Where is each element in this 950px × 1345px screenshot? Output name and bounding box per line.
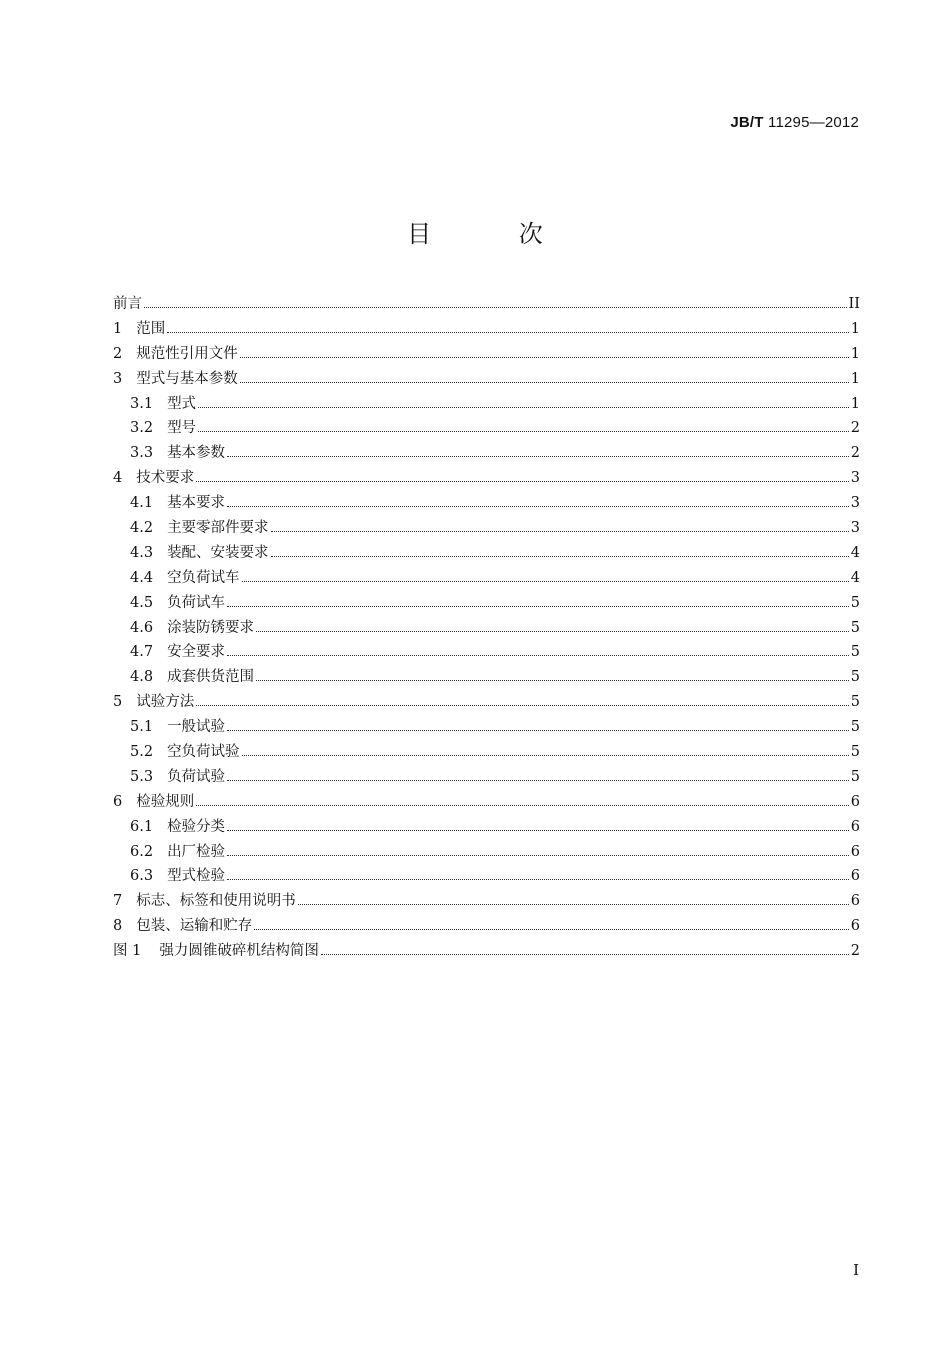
toc-entry-page: 6 xyxy=(850,793,860,810)
dot-leader xyxy=(227,830,849,831)
dot-leader xyxy=(198,407,849,408)
toc-entry-number: 4.2 xyxy=(130,520,154,537)
toc-entry-page: 5 xyxy=(850,768,860,785)
dot-leader xyxy=(242,581,849,582)
toc-entry[interactable] xyxy=(113,914,860,939)
toc-entry-number: 6.1 xyxy=(130,818,154,835)
toc-entry-page: 5 xyxy=(850,719,860,736)
standard-prefix: JB/T xyxy=(730,114,764,131)
toc-entry-label: 检验分类 xyxy=(167,818,226,835)
toc-entry[interactable] xyxy=(113,342,860,367)
toc-entry-number: 4.8 xyxy=(130,669,154,686)
dot-leader xyxy=(196,705,849,706)
dot-leader xyxy=(271,556,849,557)
toc-entry[interactable] xyxy=(113,392,860,417)
toc-entry-number: 4 xyxy=(113,470,123,487)
toc-entry-page: 1 xyxy=(850,395,860,412)
toc-entry-page: 3 xyxy=(850,495,860,512)
toc-entry[interactable] xyxy=(113,840,860,865)
dot-leader xyxy=(254,929,849,930)
toc-entry-number: 5.2 xyxy=(130,744,154,761)
toc-entry[interactable] xyxy=(113,616,860,641)
toc-entry-number: 4.1 xyxy=(130,495,154,512)
toc-entry-number: 4.5 xyxy=(130,594,154,611)
toc-entry-label: 技术要求 xyxy=(136,470,195,487)
page-number: I xyxy=(853,1261,859,1279)
toc-entry-page: 6 xyxy=(850,843,860,860)
toc-entry[interactable] xyxy=(113,441,860,466)
dot-leader xyxy=(196,805,849,806)
toc-entry-number: 4.6 xyxy=(130,619,154,636)
dot-leader xyxy=(240,357,849,358)
toc-entry[interactable] xyxy=(113,317,860,342)
toc-entry-label: 型式检验 xyxy=(167,868,226,885)
toc-entry-page: 4 xyxy=(850,544,860,561)
toc-entry-number: 3.2 xyxy=(130,420,154,437)
toc-entry[interactable] xyxy=(113,665,860,690)
toc-entry-number: 6 xyxy=(113,793,123,810)
toc-entry[interactable] xyxy=(113,715,860,740)
toc-entry-number: 8 xyxy=(113,918,123,935)
toc-entry-label: 空负荷试车 xyxy=(167,569,240,586)
dot-leader xyxy=(240,382,849,383)
dot-leader xyxy=(227,655,849,656)
toc-entry-label: 前言 xyxy=(113,296,142,312)
toc-entry-label: 安全要求 xyxy=(167,644,226,661)
toc-entry-number: 5 xyxy=(113,694,123,711)
dot-leader xyxy=(227,456,849,457)
dot-leader xyxy=(256,680,849,681)
toc-entry[interactable] xyxy=(113,765,860,790)
toc-entry-label: 一般试验 xyxy=(167,719,226,736)
toc-entry-label: 负荷试车 xyxy=(167,594,226,611)
toc-entry-number: 4.7 xyxy=(130,644,154,661)
toc-entry-page: 2 xyxy=(850,943,860,960)
toc-entry-label: 型式 xyxy=(167,395,197,412)
toc-entry-page: 3 xyxy=(850,470,860,487)
toc-entry[interactable] xyxy=(113,416,860,441)
toc-entry[interactable] xyxy=(113,889,860,914)
dot-leader xyxy=(227,879,849,880)
toc-entry-number: 3.1 xyxy=(130,395,154,412)
toc-entry-page: 5 xyxy=(850,744,860,761)
toc-entry[interactable] xyxy=(113,939,860,964)
toc-entry-number: 2 xyxy=(113,345,123,362)
dot-leader xyxy=(198,431,849,432)
toc-entry[interactable] xyxy=(113,790,860,815)
toc-entry-label: 主要零部件要求 xyxy=(167,520,269,537)
toc-entry-page: 5 xyxy=(850,644,860,661)
dot-leader xyxy=(167,332,849,333)
toc-entry-number: 4.3 xyxy=(130,544,154,561)
toc-entry[interactable] xyxy=(113,864,860,889)
toc-entry-number: 5.1 xyxy=(130,719,154,736)
toc-entry-number: 图 1 xyxy=(113,943,142,960)
toc-entry[interactable] xyxy=(113,541,860,566)
toc-entry-page: 5 xyxy=(850,694,860,711)
dot-leader xyxy=(321,954,849,955)
dot-leader xyxy=(196,481,849,482)
toc-entry[interactable] xyxy=(113,367,860,392)
toc-entry-page: 6 xyxy=(850,818,860,835)
toc-entry-page: II xyxy=(848,296,860,312)
toc-entry-number: 3 xyxy=(113,370,123,387)
toc-entry-page: 2 xyxy=(850,445,860,462)
page-title: 目 次 xyxy=(407,220,583,248)
toc-entry[interactable] xyxy=(113,640,860,665)
dot-leader xyxy=(271,531,849,532)
toc-entry[interactable] xyxy=(113,815,860,840)
toc-entry-number: 6.2 xyxy=(130,843,154,860)
toc-entry-label: 成套供货范围 xyxy=(167,669,255,686)
toc-entry-page: 4 xyxy=(850,569,860,586)
toc-entry-page: 5 xyxy=(850,619,860,636)
toc-entry-page: 5 xyxy=(850,594,860,611)
toc-entry[interactable] xyxy=(113,466,860,491)
toc-entry-label: 检验规则 xyxy=(136,793,195,810)
dot-leader xyxy=(227,606,849,607)
toc-entry-label: 基本要求 xyxy=(167,495,226,512)
toc-entry-label: 涂装防锈要求 xyxy=(167,619,255,636)
toc-entry-label: 型号 xyxy=(167,420,197,437)
toc-entry-label: 基本参数 xyxy=(167,445,226,462)
standard-code xyxy=(730,114,859,131)
toc-entry[interactable] xyxy=(113,566,860,591)
toc-entry[interactable] xyxy=(113,740,860,765)
toc-entry-label: 出厂检验 xyxy=(167,843,226,860)
toc-entry-label: 型式与基本参数 xyxy=(136,370,238,387)
toc-entry[interactable] xyxy=(113,292,860,317)
toc-entry-number: 1 xyxy=(113,320,123,337)
toc-entry-page: 6 xyxy=(850,893,860,910)
toc-entry-page: 6 xyxy=(850,868,860,885)
toc-entry-label: 包装、运输和贮存 xyxy=(136,918,253,935)
dot-leader xyxy=(227,780,849,781)
toc-entry-number: 7 xyxy=(113,893,123,910)
toc-entry-page: 5 xyxy=(850,669,860,686)
toc-entry-number: 5.3 xyxy=(130,768,154,785)
toc-entry-label: 强力圆锥破碎机结构简图 xyxy=(159,943,319,960)
dot-leader xyxy=(227,730,849,731)
toc-entry-page: 6 xyxy=(850,918,860,935)
dot-leader xyxy=(144,307,847,308)
dot-leader xyxy=(227,855,849,856)
toc-entry-label: 标志、标签和使用说明书 xyxy=(136,893,296,910)
toc-entry-number: 3.3 xyxy=(130,445,154,462)
toc-entry-page: 1 xyxy=(850,370,860,387)
dot-leader xyxy=(298,904,849,905)
standard-number: 11295—2012 xyxy=(768,114,859,131)
toc-entry-label: 范围 xyxy=(136,320,166,337)
toc-entry[interactable] xyxy=(113,591,860,616)
toc-entry-number: 6.3 xyxy=(130,868,154,885)
toc-entry[interactable] xyxy=(113,491,860,516)
toc-entry-label: 装配、安装要求 xyxy=(167,544,269,561)
toc-entry[interactable] xyxy=(113,690,860,715)
toc-entry-number: 4.4 xyxy=(130,569,154,586)
dot-leader xyxy=(227,506,849,507)
toc-entry-page: 2 xyxy=(850,420,860,437)
toc-entry-label: 空负荷试验 xyxy=(167,744,240,761)
toc-entry-page: 3 xyxy=(850,520,860,537)
toc-entry-label: 试验方法 xyxy=(136,694,195,711)
toc-entry-page: 1 xyxy=(850,345,860,362)
toc-entry-page: 1 xyxy=(850,320,860,337)
toc-entry-label: 规范性引用文件 xyxy=(136,345,238,362)
dot-leader xyxy=(242,755,849,756)
toc-entry[interactable] xyxy=(113,516,860,541)
dot-leader xyxy=(256,631,849,632)
toc-entry-label: 负荷试验 xyxy=(167,768,226,785)
table-of-contents xyxy=(113,292,860,964)
